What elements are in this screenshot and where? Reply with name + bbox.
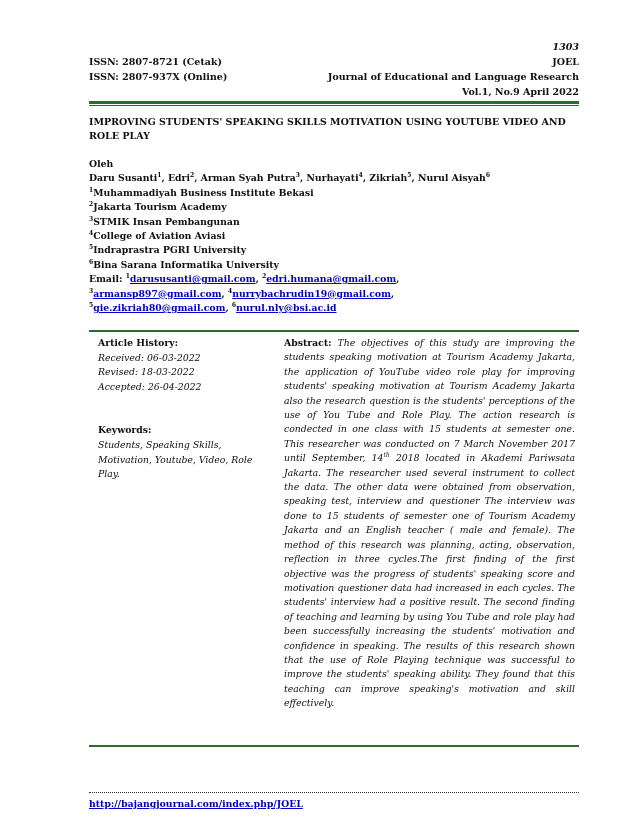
article-info-column — [98, 337, 268, 483]
email-line: $^5$gie.zikriah80@gmail.com, $^6$nurul.nly@bsi.ac.id — [89, 302, 337, 315]
email-line: Email: $^1$darususanti@gmail.com, $^2$edri.humana@gmail.com, — [89, 273, 400, 286]
email-line: $^3$armansp897@gmail.com, $^4$nurrybachrudin19@gmail.com, — [89, 287, 395, 300]
abstract-text: The objectives of this study are improving the students speaking motivation at Tourism Academy Jakarta, the application of YouTube video role play for improving students' speaking motivation at Tourism Academy Jakarta also the research question is the students' perceptions of the use of You Tube and Role Play. The action research is condected in one class with 15 students at semester one. This researcher was conducted on 7 March November 2017 until September, 14 — [284, 338, 575, 465]
issn-print: ISSN: 2807-8721 (Cetak) — [89, 57, 222, 68]
authors-label: Oleh — [89, 159, 114, 170]
email-label: Email: — [89, 274, 123, 286]
info-box-top-rule — [89, 330, 579, 332]
author-name: Nurul Aisyah — [417, 173, 486, 185]
keywords-text: Students, Speaking Skills, Motivation, Youtube, Video, Role Play. — [98, 439, 253, 481]
footer-journal-link[interactable]: http://bajangjournal.com/index.php/JOEL — [89, 799, 303, 810]
email-link-4[interactable]: nurrybachrudin19@gmail.com — [232, 288, 391, 300]
email-link-5[interactable]: gie.zikriah80@gmail.com — [93, 303, 226, 315]
author-name: Arman Syah Putra — [200, 173, 296, 185]
header-rule-thin — [89, 105, 579, 106]
affiliation: $^1$Muhammadiyah Business Institute Bekasi — [89, 186, 314, 199]
authors-block — [89, 158, 579, 316]
abstract-label: Abstract: — [284, 338, 332, 349]
author-name: Zikriah — [369, 173, 408, 185]
email-link-1[interactable]: darususanti@gmail.com — [129, 274, 256, 286]
email-link-3[interactable]: armansp897@gmail.com — [93, 288, 222, 300]
author-name: Nurhayati — [306, 173, 359, 185]
journal-abbr: JOEL — [552, 57, 579, 68]
revised-date: Revised: 18-03-2022 — [98, 367, 195, 379]
affiliation: $^2$Jakarta Tourism Academy — [89, 201, 227, 214]
affiliation: $^6$Bina Sarana Informatika University — [89, 258, 279, 271]
email-link-6[interactable]: nurul.nly@bsi.ac.id — [236, 303, 337, 315]
issn-online: ISSN: 2807-937X (Online) — [89, 72, 228, 83]
affiliation: $^3$STMIK Insan Pembangunan — [89, 215, 240, 228]
author-name: Edri — [167, 173, 190, 185]
info-box-bottom-rule — [89, 745, 579, 747]
affiliation: $^5$Indraprastra PGRI University — [89, 244, 247, 257]
author-list: Daru Susanti$^1$, Edri$^2$, Arman Syah Putra$^3$, Nurhayati$^4$, Zikriah$^5$, Nurul Aisyah$^6$ — [89, 172, 490, 185]
received-date: Received: 06-03-2022 — [98, 352, 201, 364]
author-name: Daru Susanti — [89, 173, 158, 185]
article-history-label: Article History: — [98, 338, 179, 349]
keywords-label: Keywords: — [98, 425, 152, 437]
affiliation: $^4$College of Aviation Aviasi — [89, 230, 226, 243]
email-link-2[interactable]: edri.humana@gmail.com — [266, 274, 397, 286]
page-number: 1303 — [552, 42, 579, 53]
accepted-date: Accepted: 26-04-2022 — [98, 381, 202, 393]
footer-divider — [89, 792, 579, 793]
paper-title: IMPROVING STUDENTS' SPEAKING SKILLS MOTIVATION USING YOUTUBE VIDEO AND ROLE PLAY — [89, 117, 566, 142]
abstract-text-cont: 2018 located in Akademi Pariwsata Jakarta. The researcher used several instrument to collect the data. The other data were obtained from observation, speaking test, interview and questioner The interview was done to 15 students of semester one of Tourism Academy Jakarta and an English teacher ( male and female). The method of this research was planning, acting, observation, reflection in three cycles.The first finding of the first objective was the progress of students' speaking score and motivation questioner data had increased in each cycles. The students' interview had a positive result. The second finding of teaching and learning by using You Tube and role play had been successfully increasing the students' motivation and confidence in speaking. The results of this research shown that the use of Role Playing technique was successful to improve the students' speaking ability. They found that this teaching can improve speaking's motivation and skill effectively. — [284, 453, 575, 710]
abstract-block: Abstract: The objectives of this study are improving the students speaking motivation at Tourism Academy Jakarta, the application of YouTube video role play for improving students' speaking motivation at Tourism Academy Jakarta also the research question is the students' perceptions of the use of You Tube and Role Play. The action research is condected in one class with 15 students at semester one. This researcher was conducted on 7 March November 2017 until September, 14th 2018 located in Akademi Pariwsata Jakarta. The researcher used several instrument to collect the data. The other data were obtained from observation, speaking test, interview and questioner The interview was done to 15 students of semester one of Tourism Academy Jakarta and an English teacher ( male and female). The method of this research was planning, acting, observation, reflection in three cycles.The first finding of the first objective was the progress of students' speaking score and motivation questioner data had increased in each cycles. The students' interview had a positive result. The second finding of teaching and learning by using You Tube and role play had been successfully increasing the students' motivation and confidence in speaking. The results of this research shown that the use of Role Playing technique was successful to improve the students' speaking ability. They found that this teaching can improve speaking's motivation and skill effectively. — [284, 338, 575, 710]
journal-name: Journal of Educational and Language Research — [327, 72, 579, 83]
volume-info: Vol.1, No.9 April 2022 — [461, 87, 579, 98]
header-rule — [89, 101, 579, 104]
